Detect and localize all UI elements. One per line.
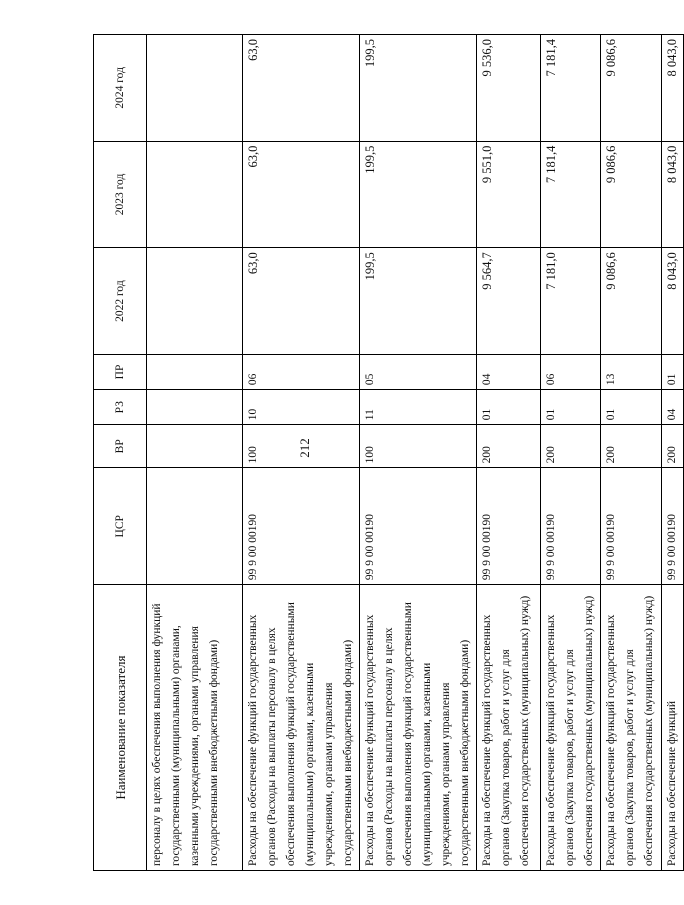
cell-csr: 99 9 00 00190	[359, 467, 476, 584]
cell-name: Расходы на обеспечение функций государственных органов (Закупка товаров, работ и услуг для обеспечения государственных (муниципальных) нужд)	[476, 584, 540, 870]
cell-csr: 99 9 00 00190	[600, 467, 661, 584]
cell-pr: 05	[359, 354, 476, 389]
table-row	[600, 34, 661, 870]
table-row	[661, 34, 683, 870]
cell-name: персоналу в целях обеспечения выполнения функций государственными (муниципальными) органами, казенными учреждениями, органами управления государственными внебюджетными фондами)	[146, 584, 242, 870]
cell-2024: 9 086,6	[600, 34, 661, 141]
table-row	[540, 34, 600, 870]
cell-rz: 01	[600, 389, 661, 424]
header-csr: ЦСР	[93, 467, 146, 584]
budget-table	[93, 34, 684, 871]
table-header-row	[93, 34, 146, 870]
cell-vr: 200	[661, 424, 683, 467]
cell-vr: 200	[600, 424, 661, 467]
cell-rz: 01	[540, 389, 600, 424]
cell-rz: 11	[359, 389, 476, 424]
cell-pr: 06	[540, 354, 600, 389]
header-pr: ПР	[93, 354, 146, 389]
cell-pr	[146, 354, 242, 389]
budget-table-rotated	[93, 34, 679, 871]
cell-csr	[146, 467, 242, 584]
cell-pr: 06	[242, 354, 359, 389]
cell-2024: 7 181,4	[540, 34, 600, 141]
header-2022: 2022 год	[93, 247, 146, 354]
cell-rz: 10	[242, 389, 359, 424]
cell-2023: 199,5	[359, 141, 476, 248]
cell-pr: 04	[476, 354, 540, 389]
header-name: Наименование показателя	[93, 584, 146, 870]
cell-name: Расходы на обеспечение функций государственных органов (Расходы на выплаты персоналу в целях обеспечения выполнения функций государственными (муниципальными) органами, казенными учреждениями, органами управления государственными внебюджетными фондами)	[242, 584, 359, 870]
cell-2023: 63,0	[242, 141, 359, 248]
cell-2024: 63,0	[242, 34, 359, 141]
table-row	[476, 34, 540, 870]
cell-2022: 9 086,6	[600, 247, 661, 354]
header-2023: 2023 год	[93, 141, 146, 248]
cell-name: Расходы на обеспечение функций государственных органов (Закупка товаров, работ и услуг для обеспечения государственных (муниципальных) нужд)	[540, 584, 600, 870]
cell-2024: 9 536,0	[476, 34, 540, 141]
cell-pr: 13	[600, 354, 661, 389]
table-row	[146, 34, 242, 870]
cell-vr	[146, 424, 242, 467]
cell-csr: 99 9 00 00190	[661, 467, 683, 584]
cell-csr: 99 9 00 00190	[540, 467, 600, 584]
cell-2023: 9 086,6	[600, 141, 661, 248]
cell-csr: 99 9 00 00190	[242, 467, 359, 584]
cell-vr: 100	[359, 424, 476, 467]
cell-2024: 8 043,0	[661, 34, 683, 141]
table-row	[359, 34, 476, 870]
cell-rz: 01	[476, 389, 540, 424]
cell-2024	[146, 34, 242, 141]
cell-2022: 63,0	[242, 247, 359, 354]
cell-name: Расходы на обеспечение функций государственных органов (Расходы на выплаты персоналу в целях обеспечения выполнения функций государственными (муниципальными) органами, казенными учреждениями, органами управления государственными внебюджетными фондами)	[359, 584, 476, 870]
cell-2023	[146, 141, 242, 248]
cell-name: Расходы на обеспечение функций государственных органов (Закупка товаров, работ и услуг для обеспечения государственных (муниципальных) нужд)	[600, 584, 661, 870]
cell-2023: 9 551,0	[476, 141, 540, 248]
page-number: 212	[297, 438, 312, 458]
header-2024: 2024 год	[93, 34, 146, 141]
cell-2024: 199,5	[359, 34, 476, 141]
cell-2023: 7 181,4	[540, 141, 600, 248]
cell-vr: 100	[242, 424, 359, 467]
cell-vr: 200	[476, 424, 540, 467]
cell-2022: 7 181,0	[540, 247, 600, 354]
header-rz: РЗ	[93, 389, 146, 424]
cell-name: Расходы на обеспечение функций	[661, 584, 683, 870]
cell-vr: 200	[540, 424, 600, 467]
header-vr: ВР	[93, 424, 146, 467]
cell-csr: 99 9 00 00190	[476, 467, 540, 584]
cell-pr: 01	[661, 354, 683, 389]
cell-2022: 199,5	[359, 247, 476, 354]
cell-rz	[146, 389, 242, 424]
cell-2022: 8 043,0	[661, 247, 683, 354]
cell-2022	[146, 247, 242, 354]
cell-rz: 04	[661, 389, 683, 424]
cell-2022: 9 564,7	[476, 247, 540, 354]
cell-2023: 8 043,0	[661, 141, 683, 248]
table-row	[242, 34, 359, 870]
